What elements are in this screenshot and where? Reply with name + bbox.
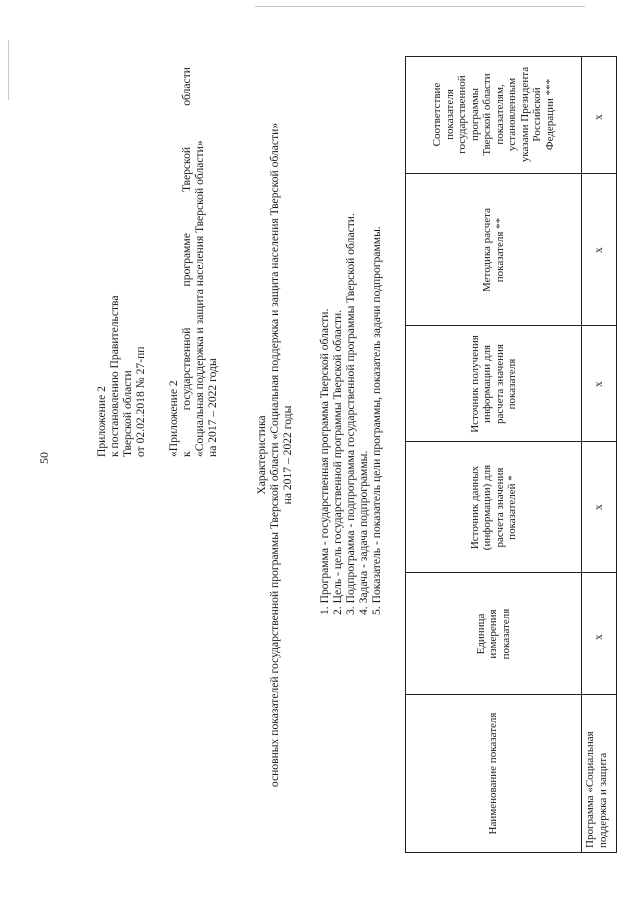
- table-value-unit: х: [592, 634, 605, 640]
- header-text: программы: [468, 87, 481, 142]
- header-text: Единица: [474, 613, 487, 655]
- row-name-text: Программа «Социальная: [584, 731, 596, 848]
- title-line-2: основных показателей государственной программы Тверской области «Социальная поддержка и защита населения Тверской области»: [268, 122, 281, 788]
- header-text: Источник получения: [468, 335, 481, 433]
- table-value-calc-method: х: [592, 247, 605, 253]
- header-text: Тверской области: [481, 73, 493, 156]
- table-value-compliance: х: [592, 114, 605, 120]
- header-text: расчета значения: [493, 344, 506, 424]
- header-text: показателям,: [493, 84, 506, 145]
- table-value-data-source: х: [592, 504, 605, 510]
- table-value-info-source: х: [592, 381, 605, 387]
- appendix-sub-word: области: [180, 67, 193, 106]
- header-text: Соответствие: [431, 82, 443, 147]
- appendix-header-line: Тверской области: [121, 370, 134, 457]
- appendix-sub-line-1: «Приложение 2: [167, 380, 180, 457]
- appendix-header-line: к постановлению Правительства: [108, 295, 121, 457]
- title-line-1: Характеристика: [255, 415, 268, 495]
- header-data-source: [406, 442, 581, 573]
- appendix-sub-word: программе: [180, 233, 193, 287]
- document-title: [255, 95, 294, 815]
- header-calc-method: [406, 174, 581, 326]
- header-indicator-name: [406, 695, 581, 852]
- header-unit: [406, 573, 581, 695]
- appendix-header: [95, 295, 147, 457]
- indicators-table: [405, 56, 617, 853]
- header-text: установленным: [506, 77, 518, 152]
- appendix-sub-word: Тверской: [180, 146, 193, 192]
- header-text: Методика расчета: [481, 208, 493, 292]
- definitions-list: [318, 213, 383, 615]
- definition-item: 2. Цель - цель государственной программы Тверской области.: [331, 309, 344, 615]
- header-text: показателя **: [493, 217, 506, 283]
- header-text: указами Президента: [518, 66, 531, 163]
- header-info-source: [406, 326, 581, 442]
- header-text: показателя: [506, 358, 518, 410]
- appendix-header-line: Приложение 2: [95, 386, 108, 457]
- header-text: расчета значения: [493, 467, 506, 548]
- header-text: Российской: [531, 87, 543, 142]
- definition-item: 3. Подпрограмма - подпрограмма государственной программы Тверской области.: [344, 213, 357, 615]
- appendix-header-line: от 02.02.2018 № 27-пп: [134, 346, 147, 457]
- header-compliance: [406, 55, 581, 174]
- appendix-sub-word: государственной: [180, 327, 193, 411]
- header-text: информации для: [481, 344, 493, 424]
- title-line-3: на 2017 – 2022 годы: [281, 405, 294, 505]
- header-text: Федерации ***: [543, 78, 556, 151]
- appendix-sub-word: к: [180, 451, 193, 457]
- header-text: (информации) для: [481, 464, 493, 551]
- definition-item: 5. Показатель - показатель цели программы, показатель задачи подпрограммы.: [370, 226, 383, 615]
- appendix-sub: [167, 67, 219, 457]
- header-text: Наименование показателя: [487, 712, 500, 835]
- header-text: государственной: [456, 75, 468, 154]
- row-name-text: поддержка и защита: [596, 752, 609, 848]
- page-number: 50: [37, 452, 51, 464]
- definition-item: 1. Программа - государственная программа Тверской области.: [318, 308, 331, 615]
- definition-item: 4. Задача - задача подпрограммы.: [357, 450, 370, 615]
- row-program-name: [581, 695, 617, 852]
- header-text: Источник данных: [468, 465, 481, 550]
- header-text: показателей *: [506, 475, 518, 540]
- appendix-sub-line-3: «Социальная поддержка и защита населения Тверской области»: [193, 140, 206, 457]
- appendix-sub-line-4: на 2017 – 2022 годы: [206, 358, 219, 457]
- header-text: показателя: [499, 608, 512, 660]
- header-text: измерения: [487, 609, 500, 659]
- appendix-sub-line-2: [180, 67, 193, 457]
- header-text: показателя: [443, 89, 456, 140]
